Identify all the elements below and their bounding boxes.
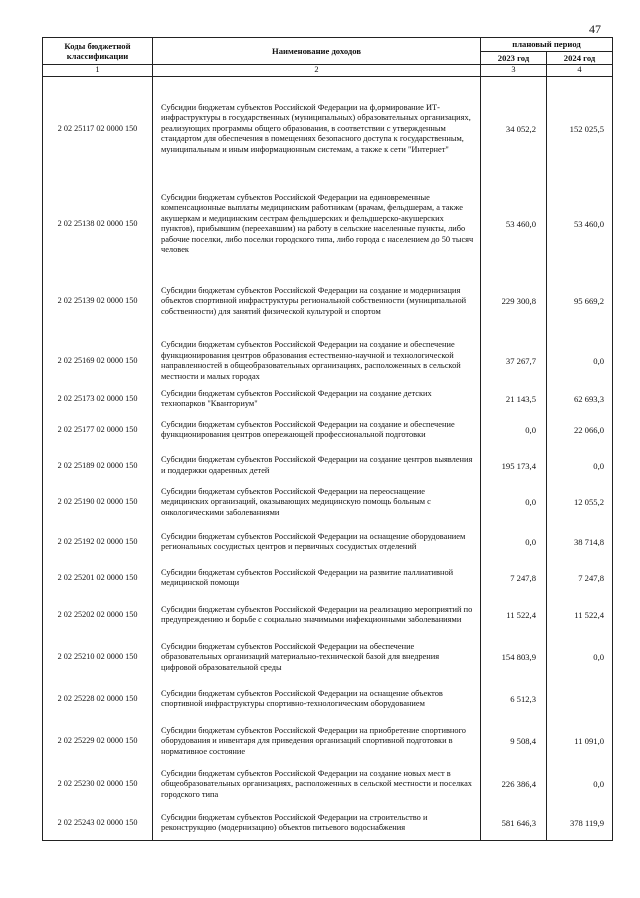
header-num-2: 2 [153,65,481,77]
page-number: 47 [589,22,601,36]
row-code: 2 02 25190 02 0000 150 [43,482,153,522]
row-value-2024: 378 119,9 [547,806,613,840]
row-name: Субсидии бюджетам субъектов Российской Федерации на обеспечение образовательных организаций материально-технической базой для внедрения цифровой образовательной среды [153,636,481,678]
row-code: 2 02 25139 02 0000 150 [43,267,153,335]
row-value-2024: 0,0 [547,335,613,387]
table-row [43,762,613,806]
row-value-2023: 0,0 [481,482,547,522]
row-name: Субсидии бюджетам субъектов Российской Федерации на единовременные компенсационные выплаты медицинским работникам (врачам, фельдшерам, а также акушеркам и медицинским сестрам фельдшерских и фельдшерско-акушерских пунктов), прибывшим (переехавшим) на работу в сельские населенные пункты, либо рабочие поселки, либо поселки городского типа, либо города с населением до 50 тысяч человек [153,181,481,267]
row-value-2023: 226 386,4 [481,762,547,806]
row-name: Субсидии бюджетам субъектов Российской Федерации на приобретение спортивного оборудования и инвентаря для приведения организаций спортивной подготовки в нормативное состояние [153,720,481,762]
row-name: Субсидии бюджетам субъектов Российской Федерации на создание и обеспечение функционирования центров образования естественно-научной и технологической направленностей в общеобразовательных организациях, расположенных в сельской местности и малых городах [153,335,481,387]
row-code: 2 02 25210 02 0000 150 [43,636,153,678]
row-code: 2 02 25138 02 0000 150 [43,181,153,267]
table-row [43,411,613,449]
row-name: Субсидии бюджетам субъектов Российской Федерации на оснащение объектов спортивной инфраструктуры спортивно-технологическим оборудованием [153,678,481,720]
row-value-2023: 0,0 [481,411,547,449]
row-value-2023: 21 143,5 [481,387,547,411]
row-name: Субсидии бюджетам субъектов Российской Федерации на оснащение оборудованием региональных сосудистых центров и первичных сосудистых отделений [153,522,481,562]
row-name: Субсидии бюджетам субъектов Российской Федерации на реализацию мероприятий по предупреждению и борьбе с социально значимыми инфекционными заболеваниями [153,594,481,636]
row-name: Субсидии бюджетам субъектов Российской Федерации на ф,ормирование ИТ-инфраструктуры в государственных (муниципальных) образовательных организациях, реализующих программы общего образования, в соответствии с утвержденным стандартом для обеспечения в помещениях безопасного доступа к государственным, муниципальным и иным информационным системам, а также к сети "Интернет" [153,76,481,181]
row-value-2024: 62 693,3 [547,387,613,411]
revenue-table [42,37,613,841]
row-value-2023: 154 803,9 [481,636,547,678]
table-row [43,76,613,181]
row-code: 2 02 25177 02 0000 150 [43,411,153,449]
table-row [43,562,613,594]
row-name: Субсидии бюджетам субъектов Российской Федерации на переоснащение медицинских организаций, оказывающих медицинскую помощь больным с онкологическими заболеваниями [153,482,481,522]
table-row [43,806,613,840]
row-value-2024: 11 522,4 [547,594,613,636]
row-value-2023: 53 460,0 [481,181,547,267]
row-name: Субсидии бюджетам субъектов Российской Федерации на строительство и реконструкцию (модернизацию) объектов питьевого водоснабжения [153,806,481,840]
row-code: 2 02 25192 02 0000 150 [43,522,153,562]
row-value-2024: 0,0 [547,636,613,678]
row-code: 2 02 25230 02 0000 150 [43,762,153,806]
row-code: 2 02 25169 02 0000 150 [43,335,153,387]
row-code: 2 02 25228 02 0000 150 [43,678,153,720]
header-2023: 2023 год [481,51,547,65]
header-period: плановый период [481,38,613,52]
table-row [43,522,613,562]
row-code: 2 02 25189 02 0000 150 [43,449,153,482]
row-value-2024: 12 055,2 [547,482,613,522]
row-value-2024: 152 025,5 [547,76,613,181]
table-row [43,482,613,522]
row-name: Субсидии бюджетам субъектов Российской Федерации на создание центров выявления и поддержки одаренных детей [153,449,481,482]
row-value-2023: 0,0 [481,522,547,562]
header-num-3: 3 [481,65,547,77]
header-name: Наименование доходов [153,38,481,65]
row-value-2024: 0,0 [547,449,613,482]
row-code: 2 02 25201 02 0000 150 [43,562,153,594]
row-value-2024 [547,678,613,720]
table-row [43,335,613,387]
row-value-2023: 11 522,4 [481,594,547,636]
table-row [43,267,613,335]
table-row [43,636,613,678]
table-row [43,387,613,411]
row-value-2024: 38 714,8 [547,522,613,562]
header-code: Коды бюджетной классификации [43,38,153,65]
row-value-2024: 53 460,0 [547,181,613,267]
row-code: 2 02 25243 02 0000 150 [43,806,153,840]
row-name: Субсидии бюджетам субъектов Российской Федерации на развитие паллиативной медицинской помощи [153,562,481,594]
row-value-2023: 34 052,2 [481,76,547,181]
row-value-2023: 9 508,4 [481,720,547,762]
row-value-2024: 11 091,0 [547,720,613,762]
table-row [43,720,613,762]
row-code: 2 02 25117 02 0000 150 [43,76,153,181]
table-row [43,594,613,636]
header-num-4: 4 [547,65,613,77]
row-name: Субсидии бюджетам субъектов Российской Федерации на создание новых мест в общеобразовательных организациях, расположенных в сельской местности и поселках городского типа [153,762,481,806]
table-row [43,181,613,267]
row-value-2023: 195 173,4 [481,449,547,482]
row-name: Субсидии бюджетам субъектов Российской Федерации на создание детских технопарков "Кванториум" [153,387,481,411]
table-row [43,678,613,720]
header-2024: 2024 год [547,51,613,65]
row-value-2023: 7 247,8 [481,562,547,594]
row-value-2024: 0,0 [547,762,613,806]
row-value-2024: 22 066,0 [547,411,613,449]
row-value-2024: 7 247,8 [547,562,613,594]
row-code: 2 02 25173 02 0000 150 [43,387,153,411]
row-code: 2 02 25202 02 0000 150 [43,594,153,636]
row-value-2024: 95 669,2 [547,267,613,335]
row-value-2023: 229 300,8 [481,267,547,335]
row-name: Субсидии бюджетам субъектов Российской Федерации на создание и модернизация объектов спортивной инфраструктуры региональной собственности (муниципальной собственности) для занятий физической культурой и спортом [153,267,481,335]
row-value-2023: 37 267,7 [481,335,547,387]
header-num-1: 1 [43,65,153,77]
row-value-2023: 581 646,3 [481,806,547,840]
row-code: 2 02 25229 02 0000 150 [43,720,153,762]
row-name: Субсидии бюджетам субъектов Российской Федерации на создание и обеспечение функционирования центров опережающей профессиональной подготовки [153,411,481,449]
table-row [43,449,613,482]
row-value-2023: 6 512,3 [481,678,547,720]
